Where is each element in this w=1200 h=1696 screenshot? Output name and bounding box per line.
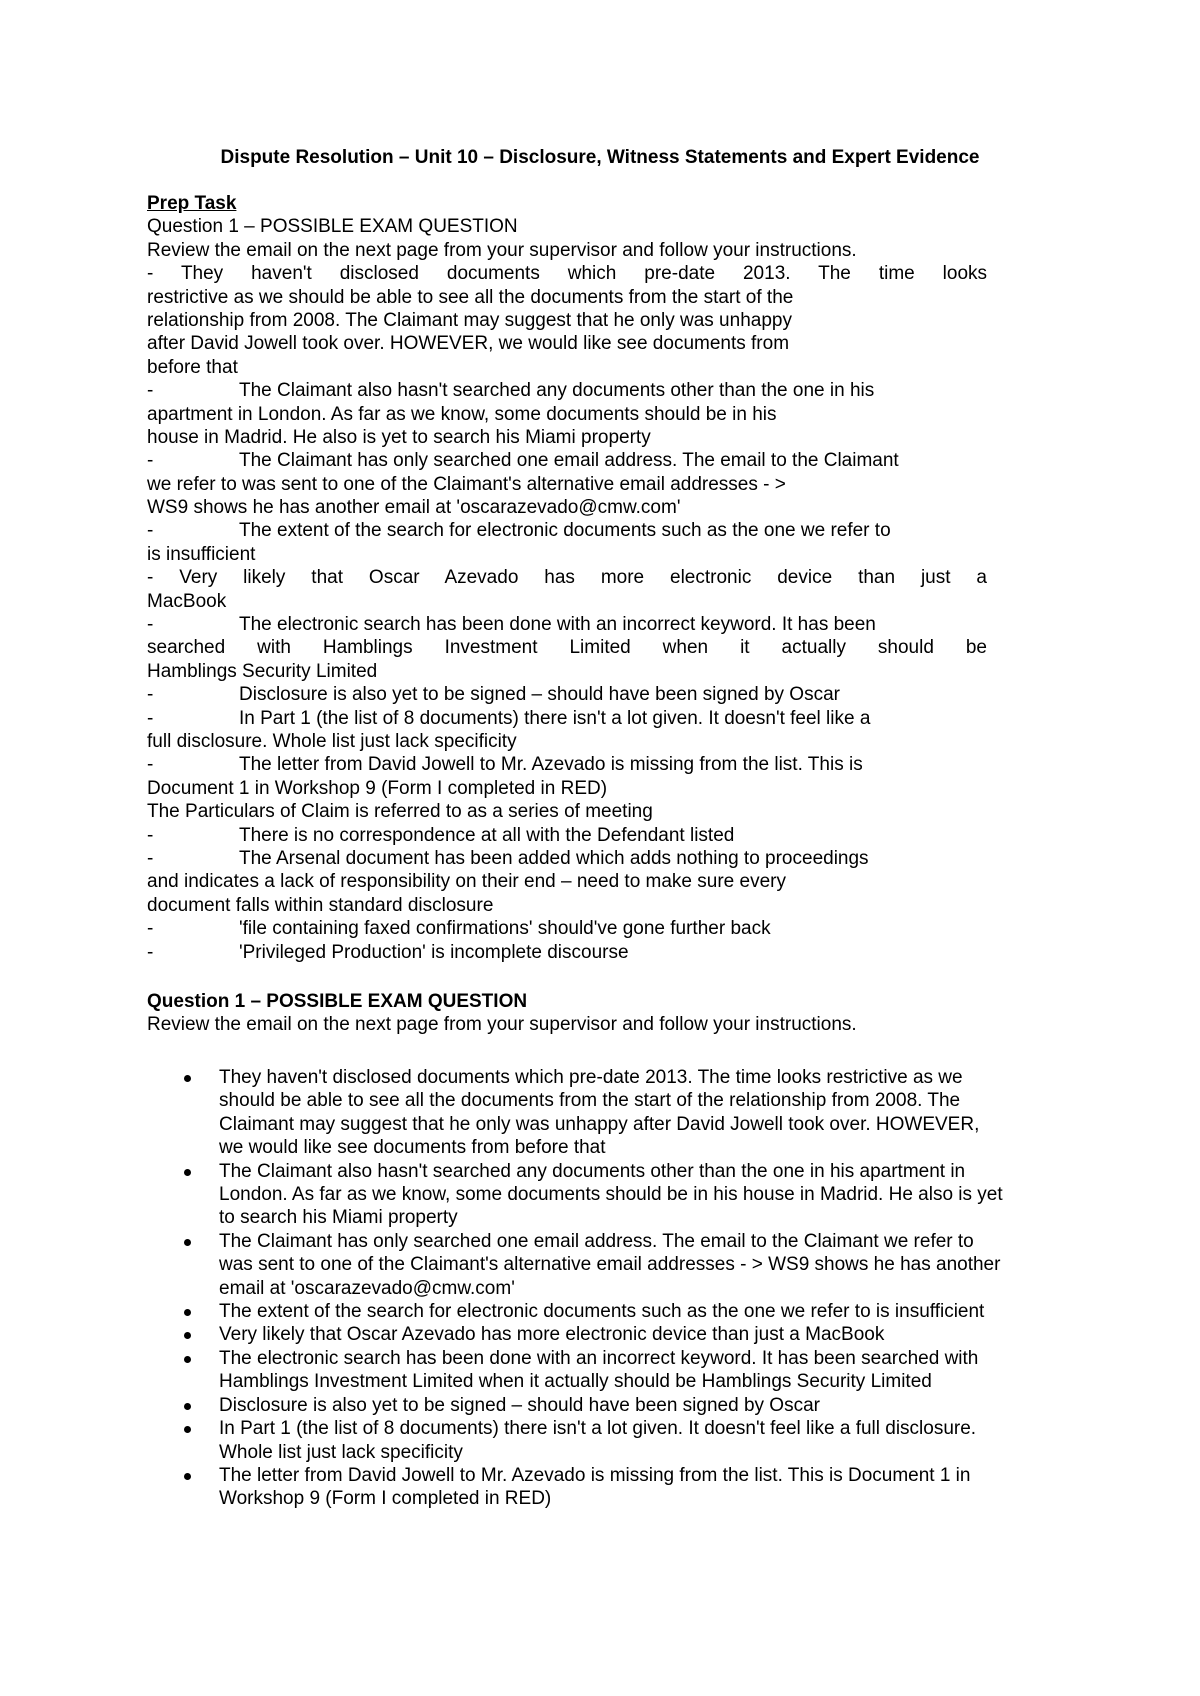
bullet-icon	[184, 1403, 191, 1410]
prep-line: after David Jowell took over. HOWEVER, we would like see documents from	[147, 333, 790, 355]
bullet-icon	[184, 1239, 191, 1246]
prep-line-text: Disclosure is also yet to be signed – should have been signed by Oscar	[239, 684, 840, 706]
prep-line: Document 1 in Workshop 9 (Form I completed in RED)	[147, 777, 608, 799]
prep-task-heading: Prep Task	[147, 193, 237, 214]
list-item	[147, 1394, 1067, 1417]
dash-marker: -	[147, 520, 154, 542]
prep-line	[147, 379, 987, 402]
list-item-line: Workshop 9 (Form I completed in RED)	[219, 1488, 552, 1510]
prep-line-text: The letter from David Jowell to Mr. Azevado is missing from the list. This is	[239, 754, 863, 776]
list-item-line: Claimant may suggest that he only was unhappy after David Jowell took over. HOWEVER,	[219, 1113, 980, 1135]
list-item	[147, 1323, 1067, 1346]
dash-marker: -	[147, 380, 154, 402]
prep-line: and indicates a lack of responsibility on their end – need to make sure every	[147, 871, 786, 893]
prep-line	[147, 824, 987, 847]
list-item-line: Hamblings Investment Limited when it actually should be Hamblings Security Limited	[219, 1371, 932, 1393]
prep-line	[147, 683, 987, 706]
prep-line: restrictive as we should be able to see all the documents from the start of the	[147, 286, 794, 308]
list-item-line: The Claimant also hasn't searched any documents other than the one in his apartment in	[219, 1160, 966, 1182]
list-item-line: email at 'oscarazevado@cmw.com'	[219, 1277, 515, 1299]
dash-marker: -	[147, 263, 154, 285]
prep-line-text: They haven't disclosed documents which pre-date 2013. The time looks	[180, 263, 987, 285]
prep-line-text: The electronic search has been done with an incorrect keyword. It has been	[239, 614, 876, 636]
prep-line-text: The Claimant also hasn't searched any documents other than the one in his	[239, 380, 875, 402]
prep-line	[147, 449, 987, 472]
document-title: Dispute Resolution – Unit 10 – Disclosure, Witness Statements and Expert Evidence	[220, 147, 980, 168]
list-item	[147, 1230, 1067, 1300]
list-item	[147, 1300, 1067, 1323]
dash-marker: -	[147, 614, 154, 636]
prep-line: full disclosure. Whole list just lack specificity	[147, 730, 517, 752]
dash-marker: -	[147, 754, 154, 776]
question-1-heading: Question 1 – POSSIBLE EXAM QUESTION	[147, 991, 528, 1012]
prep-line-text: 'file containing faxed confirmations' should've gone further back	[239, 918, 771, 940]
prep-line-text: 'Privileged Production' is incomplete discourse	[239, 941, 629, 963]
bullet-icon	[184, 1075, 191, 1082]
list-item	[147, 1066, 1067, 1160]
bullet-icon	[184, 1309, 191, 1316]
list-item-line: They haven't disclosed documents which pre-date 2013. The time looks restrictive as we	[219, 1067, 963, 1088]
prep-line-text: The Claimant has only searched one email address. The email to the Claimant	[239, 450, 899, 472]
prep-line-text: There is no correspondence at all with the Defendant listed	[239, 824, 735, 846]
prep-line: Hamblings Security Limited	[147, 660, 378, 682]
prep-line	[147, 753, 987, 776]
prep-task-section	[147, 192, 987, 964]
dash-marker: -	[147, 824, 154, 846]
prep-line: MacBook	[147, 590, 227, 612]
bullet-icon	[184, 1169, 191, 1176]
dash-marker: -	[147, 684, 154, 706]
list-item-line: Whole list just lack specificity	[219, 1441, 463, 1463]
prep-line: apartment in London. As far as we know, some documents should be in his	[147, 403, 777, 425]
list-item-line: The electronic search has been done with an incorrect keyword. It has been searched with	[219, 1347, 979, 1369]
prep-line: we refer to was sent to one of the Claimant's alternative email addresses - >	[147, 473, 786, 495]
prep-line: The Particulars of Claim is referred to as a series of meeting	[147, 801, 653, 823]
prep-line: searched with Hamblings Investment Limited when it actually should be	[147, 637, 987, 659]
prep-line-text: The extent of the search for electronic documents such as the one we refer to	[239, 520, 891, 542]
prep-line	[147, 707, 987, 730]
prep-instruction: Review the email on the next page from your supervisor and follow your instructions.	[147, 239, 857, 261]
list-item-line: was sent to one of the Claimant's alternative email addresses - > WS9 shows he has another	[219, 1254, 1001, 1276]
list-item	[147, 1347, 1067, 1394]
prep-question-label: Question 1 – POSSIBLE EXAM QUESTION	[147, 216, 518, 238]
list-item-line: should be able to see all the documents from the start of the relationship from 2008. The	[219, 1090, 961, 1112]
dash-marker: -	[147, 450, 154, 472]
list-item-line: The extent of the search for electronic documents such as the one we refer to is insufficient	[219, 1301, 985, 1323]
prep-line	[147, 847, 987, 870]
list-item-line: The letter from David Jowell to Mr. Azevado is missing from the list. This is Document 1 in	[219, 1464, 971, 1486]
prep-line: before that	[147, 356, 238, 378]
dash-marker: -	[147, 918, 154, 940]
list-item	[147, 1160, 1067, 1230]
prep-line-text: In Part 1 (the list of 8 documents) there isn't a lot given. It doesn't feel like a	[239, 707, 871, 729]
prep-line-text: The Arsenal document has been added which adds nothing to proceedings	[239, 847, 869, 869]
dash-marker: -	[147, 941, 154, 963]
prep-line	[147, 566, 987, 589]
prep-line: relationship from 2008. The Claimant may suggest that he only was unhappy	[147, 309, 792, 331]
bullet-icon	[184, 1473, 191, 1480]
prep-line	[147, 262, 987, 285]
prep-line	[147, 917, 987, 940]
list-item	[147, 1464, 1067, 1511]
list-item	[147, 1417, 1067, 1464]
list-item-line: we would like see documents from before that	[219, 1137, 606, 1159]
list-item-line: London. As far as we know, some documents should be in his house in Madrid. He also is yet	[219, 1184, 1003, 1206]
prep-line-text: Very likely that Oscar Azevado has more electronic device than just a	[179, 567, 987, 589]
prep-line	[147, 519, 987, 542]
question-1-instruction: Review the email on the next page from your supervisor and follow your instructions.	[147, 1014, 857, 1036]
list-item-line: to search his Miami property	[219, 1207, 458, 1229]
prep-line	[147, 613, 987, 636]
prep-line: document falls within standard disclosure	[147, 894, 494, 916]
list-item-line: The Claimant has only searched one email address. The email to the Claimant we refer to	[219, 1230, 974, 1252]
bullet-icon	[184, 1332, 191, 1339]
dash-marker: -	[147, 707, 154, 729]
list-item-line: In Part 1 (the list of 8 documents) there isn't a lot given. It doesn't feel like a full disclosure.	[219, 1418, 977, 1440]
bullet-icon	[184, 1356, 191, 1363]
prep-line: WS9 shows he has another email at 'oscarazevado@cmw.com'	[147, 497, 681, 519]
question-1-section	[147, 990, 987, 1037]
dash-marker: -	[147, 567, 154, 589]
list-item-line: Disclosure is also yet to be signed – should have been signed by Oscar	[219, 1394, 820, 1416]
bullet-icon	[184, 1426, 191, 1433]
prep-line	[147, 941, 987, 964]
prep-line: is insufficient	[147, 543, 256, 565]
list-item-line: Very likely that Oscar Azevado has more electronic device than just a MacBook	[219, 1324, 885, 1346]
dash-marker: -	[147, 847, 154, 869]
answer-bullet-list	[147, 1066, 1067, 1511]
prep-line: house in Madrid. He also is yet to search his Miami property	[147, 426, 651, 448]
